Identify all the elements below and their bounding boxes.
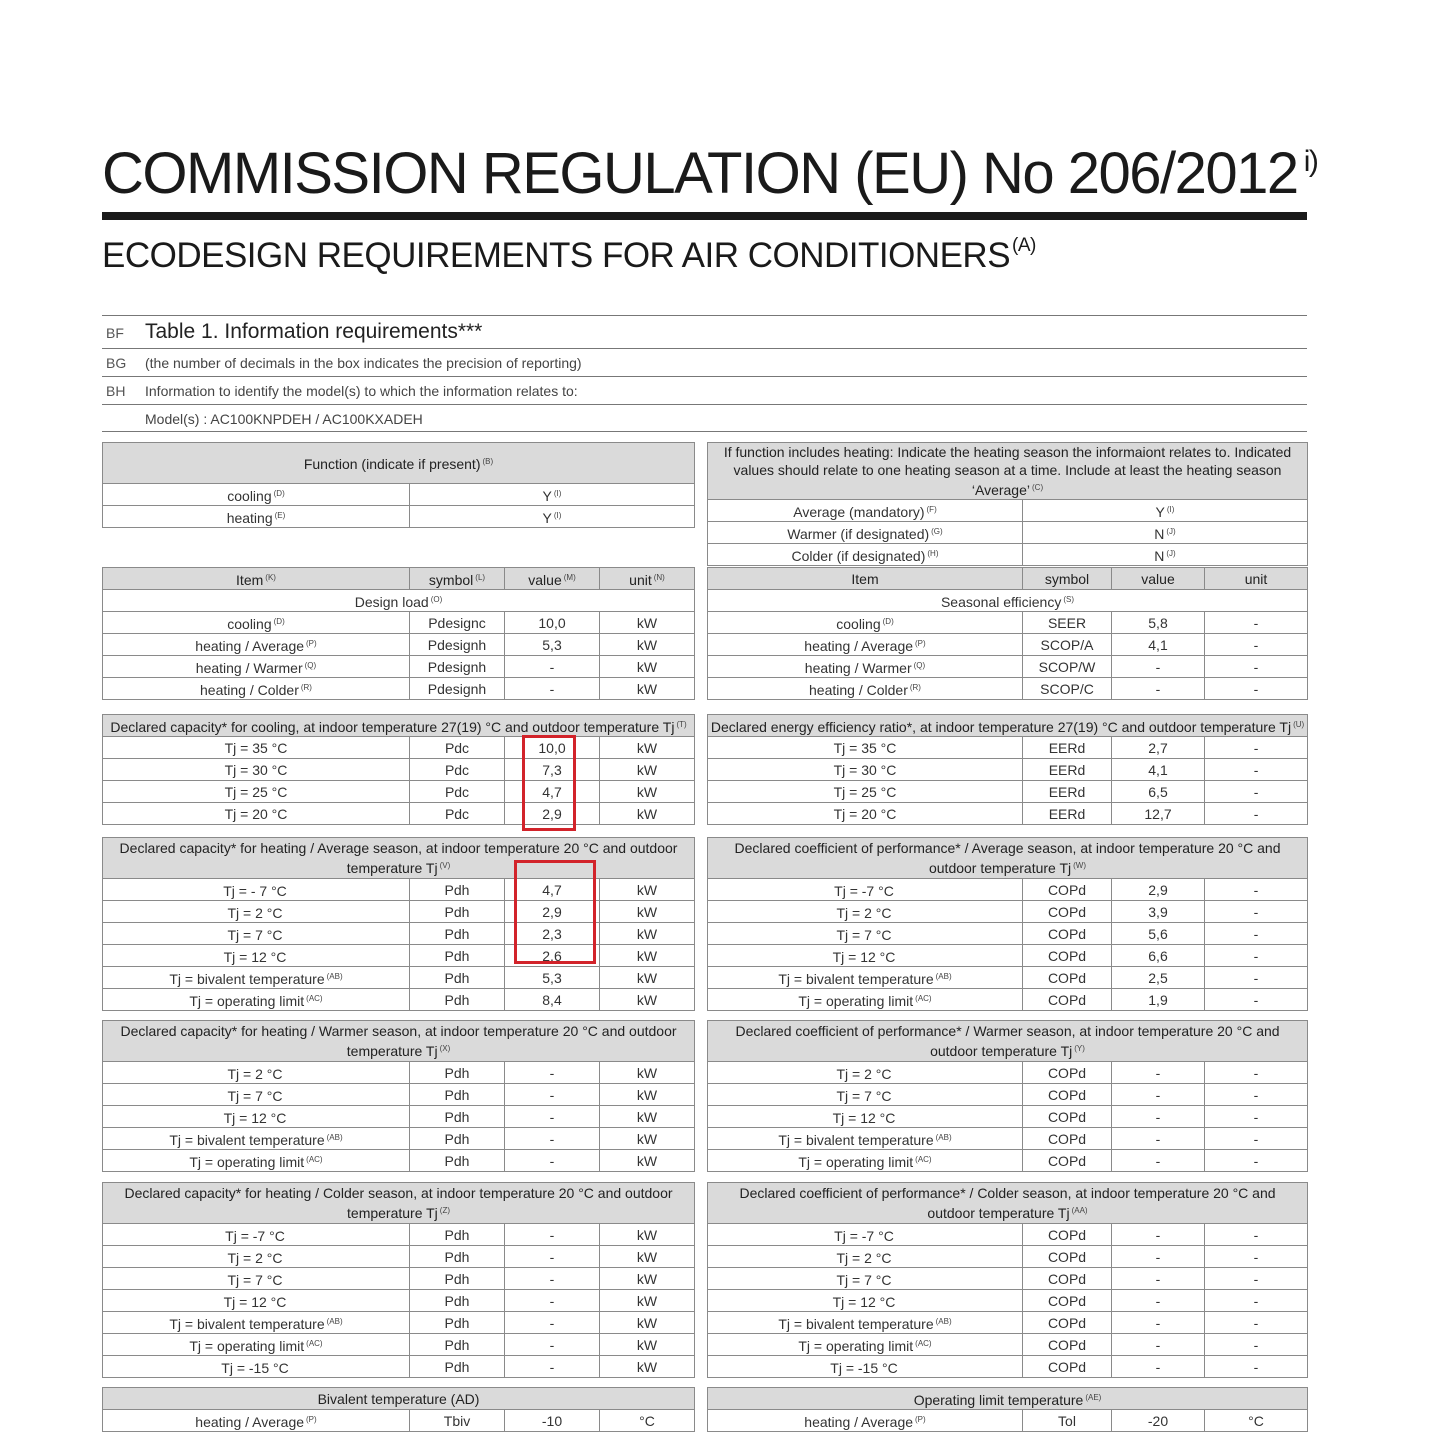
table-row: Tj = 30 °C Pdc 7,3 kW (103, 759, 695, 781)
table-row: heating $^{(E)}$ Y $^{(I)}$ (103, 506, 695, 528)
table-row: Tj = 12 °C Pdh 2,6 kW (103, 945, 695, 967)
table-row: Tj = 2 °C COPd - - (708, 1246, 1308, 1268)
table-row: Tj = 30 °C EERd 4,1 - (708, 759, 1308, 781)
info-row-bh (102, 376, 1307, 404)
table-row: Tj = 12 °C Pdh - kW (103, 1106, 695, 1128)
table-row: heating / Warmer $^{(Q)}$ Pdesignh - kW (103, 656, 695, 678)
table-row: Tj = operating limit $^{(AC)}$ Pdh - kW (103, 1150, 695, 1172)
page-subtitle: ECODESIGN REQUIREMENTS FOR AIR CONDITIONERS $^{(A)}$ (102, 235, 1036, 275)
table-row: Tj = 25 °C EERd 6,5 - (708, 781, 1308, 803)
table-row: Tj = 12 °C COPd 6,6 - (708, 945, 1308, 967)
table-row: Tj = 35 °C EERd 2,7 - (708, 737, 1308, 759)
table-row: Tj = -7 °C Pdh - kW (103, 1224, 695, 1246)
table-row: Tj = 7 °C COPd - - (708, 1084, 1308, 1106)
table-row: Tj = 2 °C COPd - - (708, 1062, 1308, 1084)
table-row: Tj = bivalent temperature $^{(AB)}$ Pdh - kW (103, 1312, 695, 1334)
table-row: Tj = 2 °C Pdh - kW (103, 1246, 695, 1268)
table-row: heating / Average $^{(P)}$ Tol -20 °C (708, 1410, 1308, 1432)
table-header-row: Declared energy efficiency ratio*, at indoor temperature 27(19) °C and outdoor temperature Tj $^{(U)}$ (708, 715, 1308, 737)
title-divider (102, 212, 1307, 220)
table-row: Tj = 12 °C COPd - - (708, 1290, 1308, 1312)
cop-warmer-table (707, 1020, 1308, 1172)
heating-average-table (102, 837, 695, 1011)
table-header-row: Declared coefficient of performance* / Colder season, at indoor temperature 20 °C and outdoor temperature Tj $^{(AA)}$ (708, 1183, 1308, 1224)
table-header-row: Operating limit temperature $^{(AE)}$ (708, 1388, 1308, 1410)
table-header-row: Declared coefficient of performance* / Average season, at indoor temperature 20 °C and outdoor temperature Tj $^{(W)}$ (708, 838, 1308, 879)
table-row: Tj = 7 °C COPd - - (708, 1268, 1308, 1290)
table-row: Tj = 2 °C Pdh 2,9 kW (103, 901, 695, 923)
cop-colder-table (707, 1182, 1308, 1378)
model-list: Model(s) : AC100KNPDEH / AC100KXADEH (145, 411, 423, 427)
table-row: Tj = 12 °C Pdh - kW (103, 1290, 695, 1312)
table-row: heating / Average $^{(P)}$ Tbiv -10 °C (103, 1410, 695, 1432)
heating-season-table (707, 442, 1308, 566)
info-row-models (102, 404, 1307, 432)
function-table-header: Function (indicate if present) $^{(B)}$ (103, 443, 695, 484)
table-row: Colder (if designated) $^{(H)}$ N $^{(J)}$ (708, 544, 1308, 566)
table-row: Tj = 7 °C Pdh 2,3 kW (103, 923, 695, 945)
heating-capacity-highlight-box (514, 860, 596, 964)
title-footnote: i) (1303, 145, 1318, 178)
operating-limit-table (707, 1387, 1308, 1432)
table-header-row: Bivalent temperature (AD) (103, 1388, 695, 1410)
bivalent-temperature-table (102, 1387, 695, 1432)
heating-colder-table (102, 1182, 695, 1378)
subtitle-footnote: (A) (1012, 235, 1036, 256)
seasonal-efficiency-table (707, 567, 1308, 700)
table-row: heating / Average $^{(P)}$ SCOP/A 4,1 - (708, 634, 1308, 656)
table-row: Tj = -7 °C COPd - - (708, 1224, 1308, 1246)
table-row: Warmer (if designated) $^{(G)}$ N $^{(J)}$ (708, 522, 1308, 544)
table-row: cooling $^{(D)}$ SEER 5,8 - (708, 612, 1308, 634)
table-row: Average (mandatory) $^{(F)}$ Y $^{(I)}$ (708, 500, 1308, 522)
table-row: cooling $^{(D)}$ Pdesignc 10,0 kW (103, 612, 695, 634)
table-row: Tj = 7 °C Pdh - kW (103, 1268, 695, 1290)
table-header-row: Declared capacity* for heating / Average season, at indoor temperature 20 °C and outdoor temperature Tj $^{(V)}$ (103, 838, 695, 879)
table-row: Tj = 20 °C Pdc 2,9 kW (103, 803, 695, 825)
table-title: Table 1. Information requirements*** (145, 320, 483, 343)
table-row: Tj = -7 °C COPd 2,9 - (708, 879, 1308, 901)
table-row: Tj = 7 °C COPd 5,6 - (708, 923, 1308, 945)
table-header-row: Declared capacity* for cooling, at indoor temperature 27(19) °C and outdoor temperature Tj $^{(T)}$ (103, 715, 695, 737)
info-requirements (102, 315, 1307, 432)
design-load-table (102, 567, 695, 700)
table-row: Tj = -15 °C Pdh - kW (103, 1356, 695, 1378)
table-header-row: Declared capacity* for heating / Colder season, at indoor temperature 20 °C and outdoor temperature Tj $^{(Z)}$ (103, 1183, 695, 1224)
info-row-bf (102, 315, 1307, 348)
row-code: BG (106, 355, 127, 371)
table-row: Tj = -15 °C COPd - - (708, 1356, 1308, 1378)
table-row: Tj = - 7 °C Pdh 4,7 kW (103, 879, 695, 901)
table-row: heating / Colder $^{(R)}$ SCOP/C - - (708, 678, 1308, 700)
table-row: Tj = operating limit $^{(AC)}$ COPd - - (708, 1334, 1308, 1356)
table-row: Tj = operating limit $^{(AC)}$ Pdh - kW (103, 1334, 695, 1356)
table-header-row: Declared coefficient of performance* / Warmer season, at indoor temperature 20 °C and outdoor temperature Tj $^{(Y)}$ (708, 1021, 1308, 1062)
cooling-capacity-table (102, 714, 695, 825)
table-row: cooling $^{(D)}$ Y $^{(I)}$ (103, 484, 695, 506)
section-row: Seasonal efficiency $^{(S)}$ (708, 590, 1308, 612)
table-row: Tj = 20 °C EERd 12,7 - (708, 803, 1308, 825)
function-table (102, 442, 695, 528)
heating-season-header: If function includes heating: Indicate the heating season the informaiont relates to. Indicated values should relate to one heating season at a time. Include at least the heating season ‘Average’ $^{(C)}$ (708, 443, 1308, 500)
table-row: Tj = bivalent temperature $^{(AB)}$ COPd - - (708, 1128, 1308, 1150)
page-title: COMMISSION REGULATION (EU) No 206/2012 $^{i)}$ (102, 141, 1318, 206)
row-code: BH (106, 383, 126, 399)
table-row: Tj = bivalent temperature $^{(AB)}$ COPd 2,5 - (708, 967, 1308, 989)
eer-table (707, 714, 1308, 825)
table-row: Tj = bivalent temperature $^{(AB)}$ Pdh - kW (103, 1128, 695, 1150)
table-header-row: Item symbol value unit (708, 568, 1308, 590)
cooling-capacity-highlight-box (522, 735, 576, 831)
table-row: Tj = operating limit $^{(AC)}$ COPd 1,9 - (708, 989, 1308, 1011)
table-header-row: Declared capacity* for heating / Warmer season, at indoor temperature 20 °C and outdoor temperature Tj $^{(X)}$ (103, 1021, 695, 1062)
table-row: Tj = 2 °C Pdh - kW (103, 1062, 695, 1084)
table-row: Tj = 12 °C COPd - - (708, 1106, 1308, 1128)
table-row: Tj = 7 °C Pdh - kW (103, 1084, 695, 1106)
row-code: BF (106, 325, 124, 341)
section-row: Design load $^{(O)}$ (103, 590, 695, 612)
table-row: Tj = operating limit $^{(AC)}$ Pdh 8,4 kW (103, 989, 695, 1011)
precision-note: (the number of decimals in the box indicates the precision of reporting) (145, 355, 582, 371)
table-row: heating / Average $^{(P)}$ Pdesignh 5,3 kW (103, 634, 695, 656)
cop-average-table (707, 837, 1308, 1011)
info-row-bg (102, 348, 1307, 376)
table-row: Tj = 35 °C Pdc 10,0 kW (103, 737, 695, 759)
model-identification-note: Information to identify the model(s) to which the information relates to: (145, 383, 578, 399)
table-row: Tj = bivalent temperature $^{(AB)}$ COPd - - (708, 1312, 1308, 1334)
table-row: Tj = 2 °C COPd 3,9 - (708, 901, 1308, 923)
table-row: heating / Warmer $^{(Q)}$ SCOP/W - - (708, 656, 1308, 678)
table-row: Tj = bivalent temperature $^{(AB)}$ Pdh 5,3 kW (103, 967, 695, 989)
heating-warmer-table (102, 1020, 695, 1172)
table-row: heating / Colder $^{(R)}$ Pdesignh - kW (103, 678, 695, 700)
table-row: Tj = 25 °C Pdc 4,7 kW (103, 781, 695, 803)
table-header-row: Item $^{(K)}$ symbol $^{(L)}$ value $^{(M)}$ unit $^{(N)}$ (103, 568, 695, 590)
table-row: Tj = operating limit $^{(AC)}$ COPd - - (708, 1150, 1308, 1172)
